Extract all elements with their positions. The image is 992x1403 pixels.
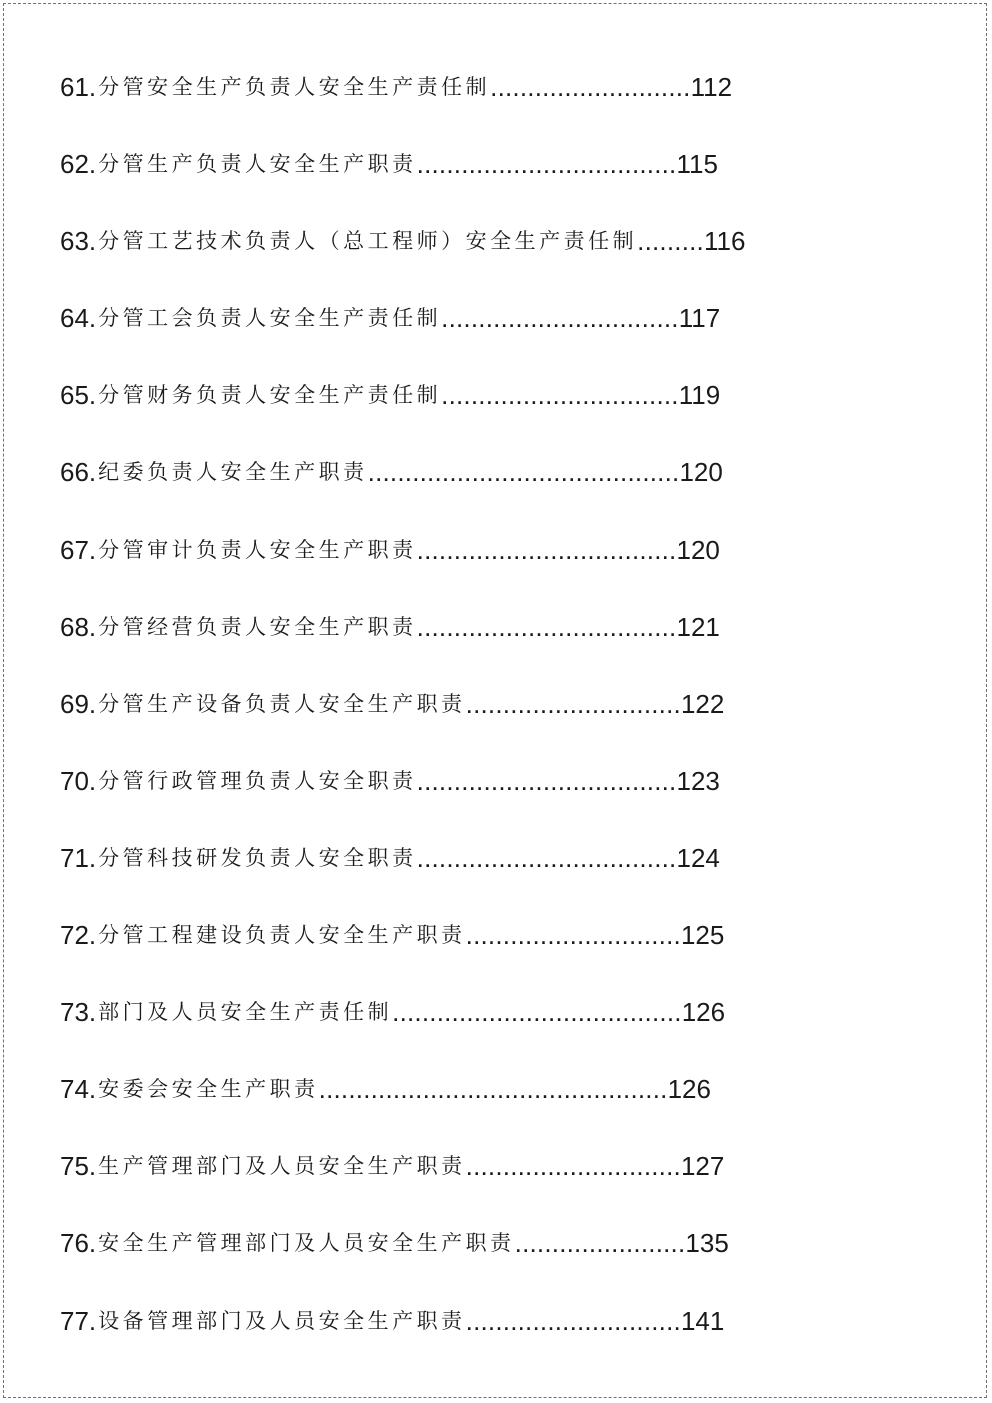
dot-leader: ............................. xyxy=(465,1151,681,1182)
page-number: 119 xyxy=(678,380,721,411)
entry-title: 部门及人员安全生产责任制 xyxy=(98,1000,393,1025)
page-number: 115 xyxy=(676,149,718,180)
entry-number: 68. xyxy=(60,611,97,642)
entry-number: 66. xyxy=(60,457,97,488)
entry-title: 生产管理部门及人员安全生产职责 xyxy=(98,1154,466,1179)
entry-number: 62. xyxy=(60,149,97,180)
table-of-contents xyxy=(60,69,745,1380)
toc-entry-61[interactable] xyxy=(60,69,745,146)
entry-title: 分管经营负责人安全生产职责 xyxy=(98,614,417,639)
entry-number: 77. xyxy=(60,1305,97,1336)
page-number: 127 xyxy=(680,1151,725,1182)
page-number: 112 xyxy=(690,72,733,102)
toc-entry-76[interactable] xyxy=(60,1225,745,1302)
entry-title: 分管安全生产负责人安全生产责任制 xyxy=(98,75,491,99)
toc-entry-67[interactable] xyxy=(60,532,745,609)
entry-number: 64. xyxy=(60,303,97,334)
entry-title: 分管生产负责人安全生产职责 xyxy=(98,152,417,177)
entry-number: 71. xyxy=(60,842,97,873)
dot-leader: ....................................... xyxy=(392,997,682,1028)
toc-entry-64[interactable] xyxy=(60,300,745,377)
entry-number: 69. xyxy=(60,688,97,719)
toc-entry-75[interactable] xyxy=(60,1148,745,1225)
entry-title: 分管科技研发负责人安全职责 xyxy=(98,845,417,870)
entry-title: 分管工会负责人安全生产责任制 xyxy=(98,306,442,331)
entry-title: 安全生产管理部门及人员安全生产职责 xyxy=(98,1231,515,1256)
dot-leader: ................................... xyxy=(416,534,677,565)
toc-entry-63[interactable] xyxy=(60,223,745,300)
entry-number: 75. xyxy=(60,1151,97,1182)
page-number: 120 xyxy=(676,534,720,565)
page-number: 126 xyxy=(681,997,726,1028)
dot-leader: .......................................... xyxy=(367,457,680,488)
dot-leader: ......... xyxy=(637,226,704,257)
entry-title: 分管生产设备负责人安全生产职责 xyxy=(98,691,466,716)
dot-leader: ............................. xyxy=(465,1305,681,1336)
entry-title: 分管财务负责人安全生产责任制 xyxy=(98,383,442,408)
toc-entry-77[interactable] xyxy=(60,1303,745,1380)
entry-number: 73. xyxy=(60,997,97,1028)
dot-leader: ............................. xyxy=(465,920,681,951)
toc-entry-72[interactable] xyxy=(60,917,745,994)
dot-leader: ................................... xyxy=(416,149,677,180)
dot-leader: ....................... xyxy=(514,1228,686,1259)
entry-number: 67. xyxy=(60,534,97,565)
toc-entry-62[interactable] xyxy=(60,146,745,223)
entry-number: 70. xyxy=(60,765,97,796)
dot-leader: ........................... xyxy=(490,72,691,102)
entry-title: 安委会安全生产职责 xyxy=(98,1077,319,1102)
toc-entry-68[interactable] xyxy=(60,609,745,686)
page-number: 123 xyxy=(676,765,720,796)
dot-leader: ............................. xyxy=(465,688,681,719)
entry-number: 61. xyxy=(60,72,97,102)
toc-entry-69[interactable] xyxy=(60,686,745,763)
entry-number: 72. xyxy=(60,920,97,951)
entry-number: 63. xyxy=(60,226,97,257)
entry-number: 74. xyxy=(60,1074,97,1105)
toc-entry-71[interactable] xyxy=(60,840,745,917)
dot-leader: ................................ xyxy=(441,380,679,411)
entry-title: 分管行政管理负责人安全职责 xyxy=(98,768,417,793)
toc-entry-74[interactable] xyxy=(60,1071,745,1148)
page-number: 141 xyxy=(680,1305,725,1336)
page-number: 116 xyxy=(703,226,746,257)
page-number: 126 xyxy=(667,1074,711,1105)
dot-leader: ............................................... xyxy=(318,1074,668,1105)
page-number: 135 xyxy=(685,1228,729,1259)
entry-title: 设备管理部门及人员安全生产职责 xyxy=(98,1308,466,1333)
toc-entry-73[interactable] xyxy=(60,994,745,1071)
entry-title: 分管审计负责人安全生产职责 xyxy=(98,537,417,562)
entry-number: 76. xyxy=(60,1228,97,1259)
entry-number: 65. xyxy=(60,380,97,411)
page-number: 117 xyxy=(678,303,721,334)
entry-title: 分管工艺技术负责人（总工程师）安全生产责任制 xyxy=(98,229,638,254)
entry-title: 分管工程建设负责人安全生产职责 xyxy=(98,923,466,948)
toc-entry-66[interactable] xyxy=(60,454,745,531)
dot-leader: ................................... xyxy=(416,842,677,873)
dot-leader: ................................... xyxy=(416,765,677,796)
page-number: 125 xyxy=(680,920,725,951)
toc-entry-65[interactable] xyxy=(60,377,745,454)
dot-leader: ................................... xyxy=(416,611,677,642)
dot-leader: ................................ xyxy=(441,303,679,334)
page-number: 124 xyxy=(676,842,720,873)
page-number: 121 xyxy=(676,611,720,642)
page-number: 120 xyxy=(679,457,723,488)
toc-entry-70[interactable] xyxy=(60,763,745,840)
entry-title: 纪委负责人安全生产职责 xyxy=(98,460,368,485)
page-number: 122 xyxy=(680,688,725,719)
